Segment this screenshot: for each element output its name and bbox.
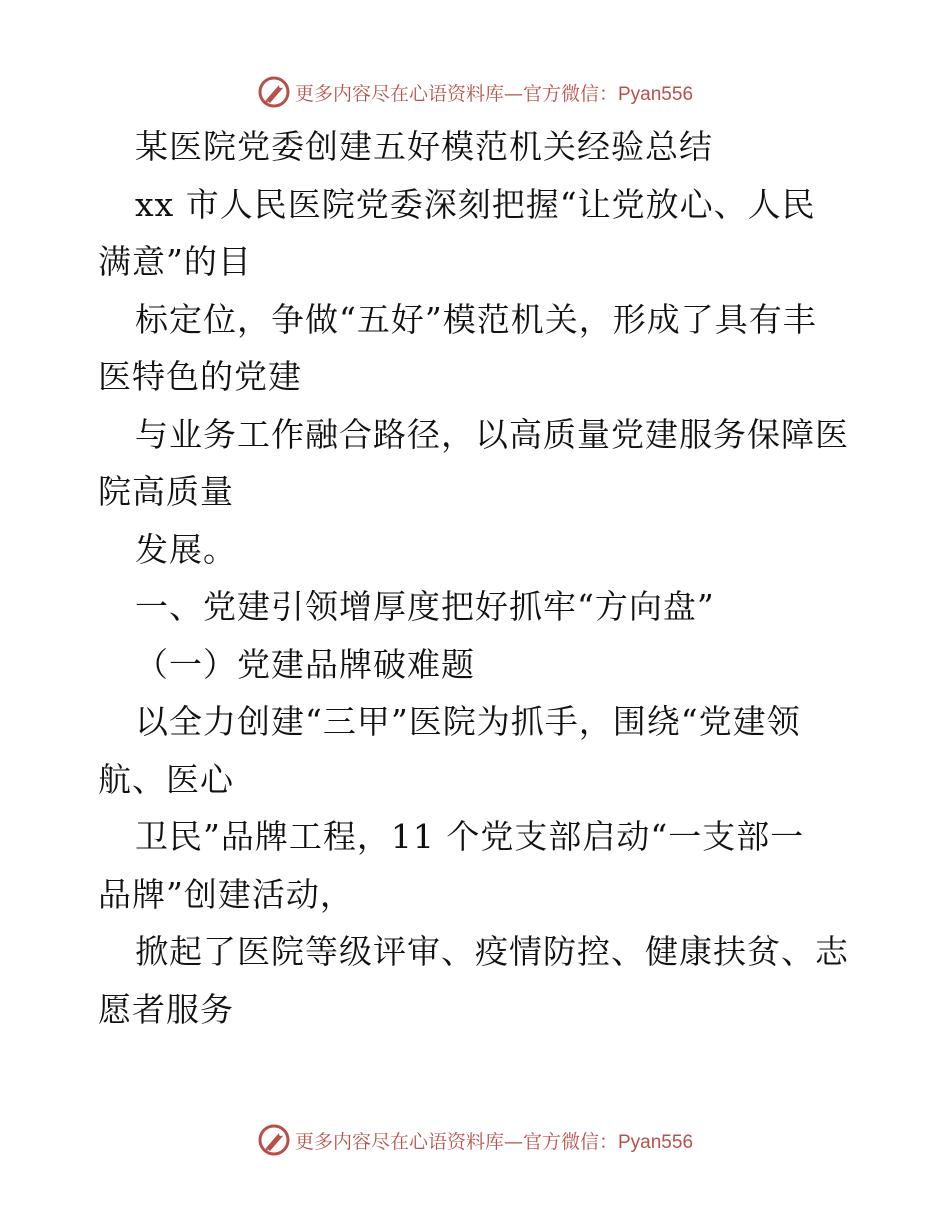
paragraph-line: 院高质量 — [98, 472, 234, 511]
watermark-handle: Pyan556 — [618, 83, 694, 105]
paragraph-line: 品牌”创建活动， — [98, 874, 354, 914]
paragraph-line: 卫民”品牌工程，11 个党支部启动“一支部一 — [135, 817, 805, 856]
paragraph-line: 以全力创建“三甲”医院为抓手，围绕“党建领 — [135, 702, 801, 741]
document-body — [98, 118, 858, 1038]
section-heading: 一、党建引领增厚度把好抓牢“方向盘” — [135, 587, 715, 626]
paragraph-line: 标定位，争做“五好”模范机关，形成了具有丰 — [135, 299, 817, 339]
watermark-text: 更多内容尽在心语资料库—官方微信：Pyan556 — [294, 82, 694, 105]
pen-logo-icon — [257, 75, 291, 109]
paragraph-line: 与业务工作融合路径，以高质量党建服务保障医 — [135, 414, 849, 454]
watermark-text: 更多内容尽在心语资料库—官方微信：Pyan556 — [294, 1130, 694, 1153]
paragraph-line: 掀起了医院等级评审、疫情防控、健康扶贫、志 — [135, 932, 849, 971]
paragraph-line: 航、医心 — [98, 759, 234, 799]
paragraph-line: 愿者服务 — [98, 989, 234, 1029]
watermark-handle: Pyan556 — [618, 1131, 694, 1153]
pen-logo-icon — [257, 1123, 291, 1157]
doc-title: 某医院党委创建五好模范机关经验总结 — [135, 127, 713, 166]
paragraph-line: 医特色的党建 — [98, 357, 302, 396]
subsection-heading: （一）党建品牌破难题 — [135, 644, 475, 684]
watermark-header — [0, 72, 950, 112]
watermark-footer — [0, 1120, 950, 1160]
paragraph-line: 满意”的目 — [98, 242, 252, 281]
paragraph-line: xx 市人民医院党委深刻把握“让党放心、人民 — [135, 184, 816, 224]
paragraph-line: 发展。 — [135, 529, 237, 569]
